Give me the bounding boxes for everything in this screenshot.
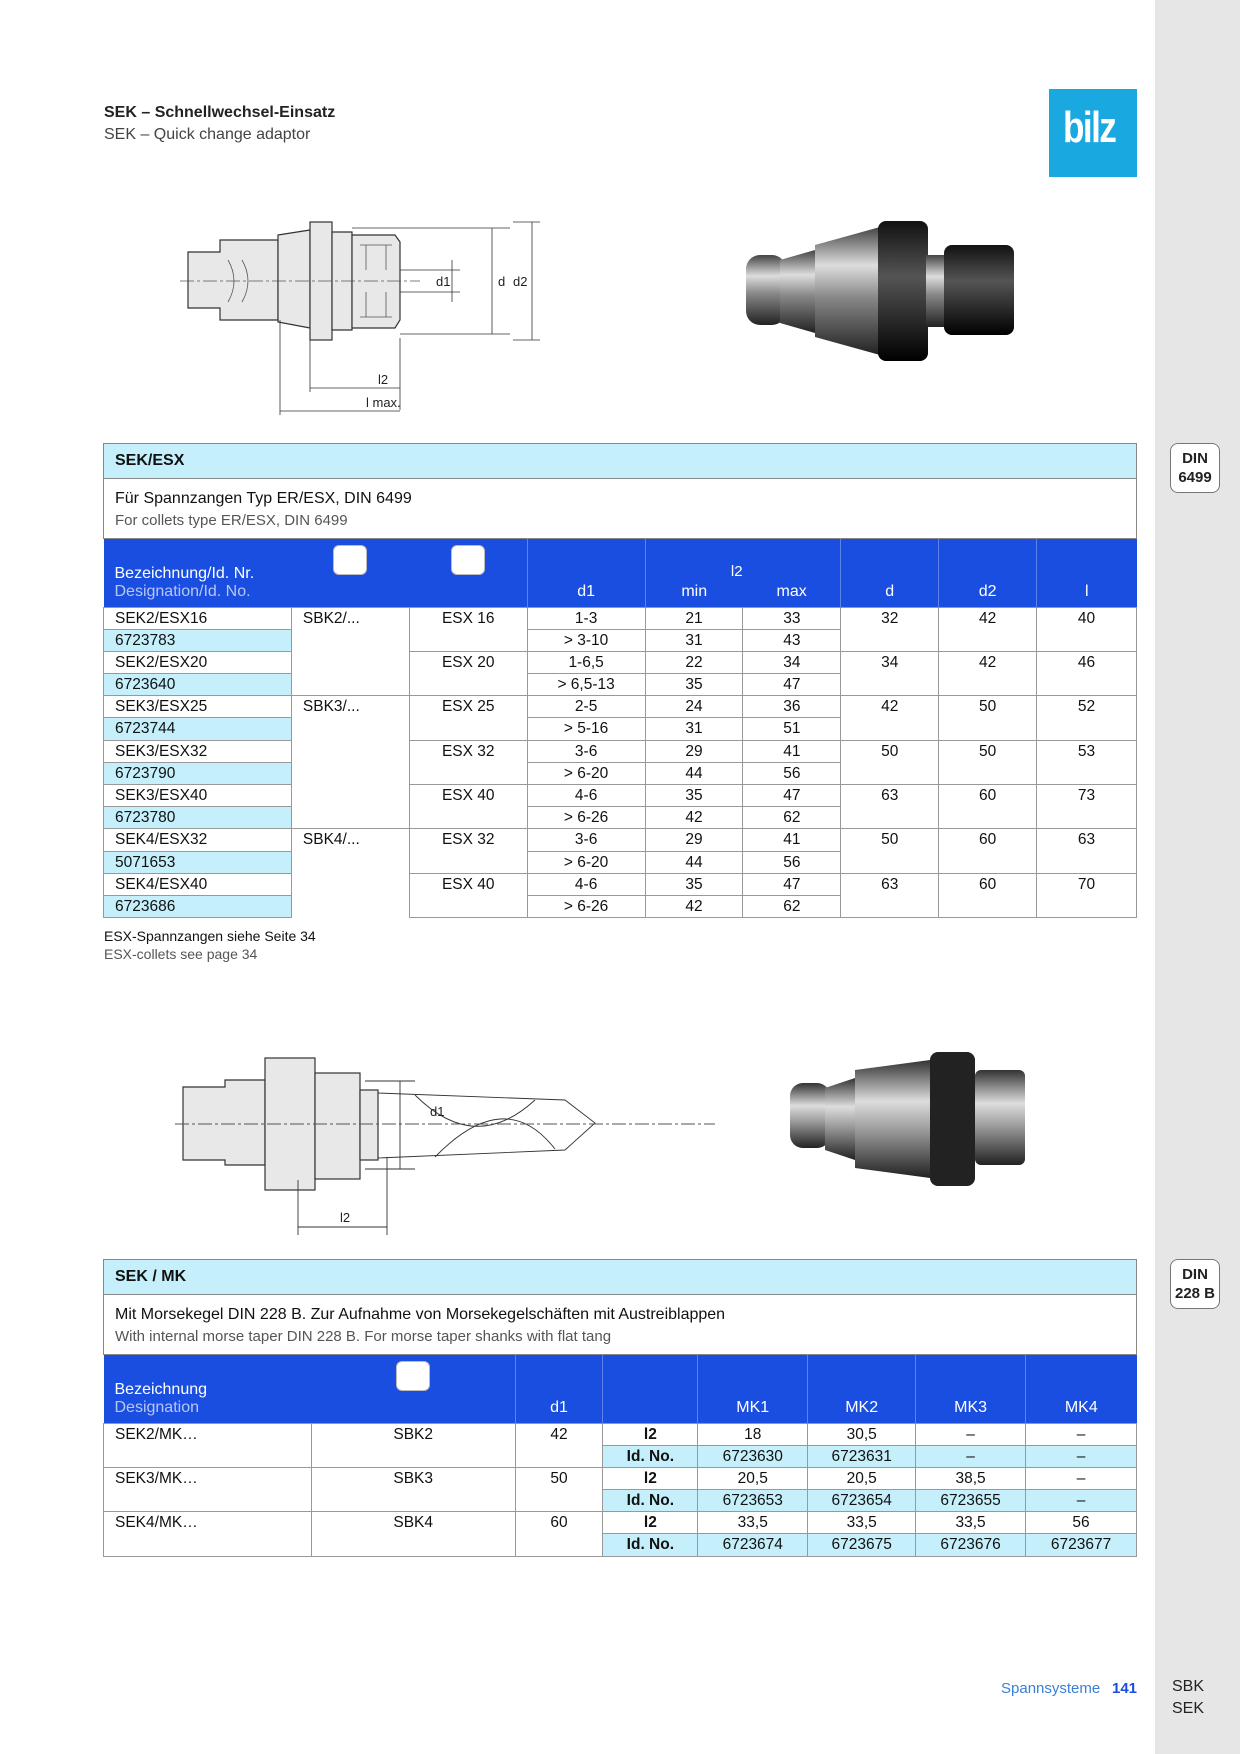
side-code-sek: SEK [1172,1700,1205,1717]
table-cell: 3-6 [527,740,645,762]
footer-section-name: Spannsysteme [1001,1680,1101,1697]
technical-drawing-esx [180,210,550,420]
th-max: max [776,582,807,600]
table-cell: 6723640 [104,674,292,696]
table-row [104,1512,1137,1534]
table-cell: SEK3/MK… [104,1467,312,1511]
dim-label-d: d [498,274,506,289]
table-cell: 56 [743,762,841,784]
table-cell: 62 [743,807,841,829]
table-cell: SBK2/... [291,607,409,651]
table-cell: 60 [939,829,1037,873]
table-cell: 33,5 [698,1512,808,1534]
table-cell: 42 [939,607,1037,651]
mk-table [103,1355,1137,1557]
dim-label-d1: d1 [430,1104,445,1119]
table-cell: 43 [743,629,841,651]
table-cell: 62 [743,895,841,917]
table-cell: 24 [645,696,743,718]
th-designation-en: Designation/Id. No. [114,582,251,600]
table-cell: 40 [1037,607,1137,651]
table-cell: 35 [645,873,743,895]
table-cell: 6723674 [698,1534,808,1556]
product-photo-mk [785,1048,1035,1188]
table-cell: – [916,1423,1026,1445]
table-cell: 33,5 [916,1512,1026,1534]
th-designation-de: Bezeichnung/Id. Nr. [114,564,255,582]
table-cell: – [1026,1490,1137,1512]
table-row [104,829,1137,851]
sbk-icon [333,545,367,575]
table-cell: SEK4/MK… [104,1512,312,1556]
side-code-sbk: SBK [1172,1678,1205,1695]
th-min: min [681,582,708,600]
table-cell: 60 [939,873,1037,917]
table-cell: l2 [603,1467,698,1489]
table-cell: Id. No. [603,1445,698,1467]
table-cell: ESX 16 [409,607,527,651]
table-cell: 31 [645,718,743,740]
table-cell [291,740,409,784]
table-cell: ESX 32 [409,740,527,784]
table-cell: 6723790 [104,762,292,784]
desc-en: For collets type ER/ESX, DIN 6499 [115,512,348,529]
table-cell: 6723744 [104,718,292,740]
table-cell: 6723675 [808,1534,916,1556]
table-row [104,873,1137,895]
th-d: d [885,582,895,600]
table-cell: 42 [645,895,743,917]
table-cell: 3-6 [527,829,645,851]
table-cell: ESX 20 [409,651,527,695]
table-cell: 51 [743,718,841,740]
esx-table-header [104,539,1137,607]
th-mk4: MK4 [1064,1398,1098,1416]
table-cell: 6723630 [698,1445,808,1467]
note-de: ESX-Spannzangen siehe Seite 34 [104,928,316,944]
th-mk1: MK1 [736,1398,770,1416]
table-cell: 47 [743,785,841,807]
table-cell: SBK3 [311,1467,515,1511]
table-cell: 38,5 [916,1467,1026,1489]
table-cell: 6723780 [104,807,292,829]
note-en: ESX-collets see page 34 [104,946,258,962]
table-cell: 1-6,5 [527,651,645,673]
table-row [104,1423,1137,1445]
badge-line2: 6499 [1178,469,1212,486]
table-cell: 5071653 [104,851,292,873]
table-cell: 35 [645,785,743,807]
table-row [104,785,1137,807]
table-cell: 21 [645,607,743,629]
desc-de: Für Spannzangen Typ ER/ESX, DIN 6499 [115,490,412,507]
table-cell: 50 [841,829,939,873]
table-row [104,651,1137,673]
table-cell: SBK4/... [291,829,409,873]
table-row [104,607,1137,629]
table-cell: 6723686 [104,895,292,917]
desc-en: With internal morse taper DIN 228 B. For morse taper shanks with flat tang [115,1328,612,1345]
table-cell: SEK4/ESX40 [104,873,292,895]
table-cell: SBK2 [311,1423,515,1467]
section-desc-esx [103,479,1137,539]
page-number: 141 [1112,1680,1138,1697]
table-cell: 52 [1037,696,1137,740]
table-cell: 20,5 [698,1467,808,1489]
table-cell: 6723655 [916,1490,1026,1512]
table-cell: – [1026,1467,1137,1489]
table-cell: > 3-10 [527,629,645,651]
table-cell: > 6-20 [527,851,645,873]
th-designation-en: Designation [114,1398,199,1416]
page-title-en: SEK – Quick change adaptor [104,126,311,143]
th-mk2: MK2 [845,1398,879,1416]
right-sidebar [1155,0,1240,1754]
table-cell: SBK3/... [291,696,409,740]
section-title-esx: SEK/ESX [103,443,1137,479]
table-cell: 18 [698,1423,808,1445]
table-row [104,1467,1137,1489]
table-cell: 32 [841,607,939,651]
table-cell: 2-5 [527,696,645,718]
table-cell: – [1026,1423,1137,1445]
table-cell: 50 [841,740,939,784]
table-cell: SEK2/ESX20 [104,651,292,673]
mk-table-header [104,1355,1137,1423]
table-cell: 1-3 [527,607,645,629]
din-6499-badge [1170,443,1220,493]
table-cell: 41 [743,740,841,762]
table-cell: Id. No. [603,1534,698,1556]
table-cell: 70 [1037,873,1137,917]
table-cell: 36 [743,696,841,718]
table-cell: SEK3/ESX32 [104,740,292,762]
table-cell: 53 [1037,740,1137,784]
dim-label-lmax: l max. [366,395,401,410]
th-l: l [1085,582,1089,600]
technical-drawing-mk [175,1045,715,1235]
table-cell [291,651,409,695]
table-cell: – [916,1445,1026,1467]
table-cell: Id. No. [603,1490,698,1512]
table-row [104,696,1137,718]
dim-label-l2: l2 [378,372,389,387]
table-cell: 41 [743,829,841,851]
badge-line2: 228 B [1174,1285,1216,1302]
table-cell: 33 [743,607,841,629]
table-cell: ESX 32 [409,829,527,873]
table-cell: 50 [939,740,1037,784]
table-cell: SEK4/ESX32 [104,829,292,851]
table-cell: > 6-26 [527,807,645,829]
table-cell: 50 [515,1467,603,1511]
th-d2: d2 [978,582,997,600]
table-cell: 50 [939,696,1037,740]
table-cell: 6723783 [104,629,292,651]
dim-label-d2: d2 [513,274,528,289]
table-cell: 35 [645,674,743,696]
table-cell: 20,5 [808,1467,916,1489]
table-cell: 73 [1037,785,1137,829]
table-cell: SEK3/ESX40 [104,785,292,807]
th-d1: d1 [550,1398,568,1416]
collet-icon [451,545,485,575]
table-cell [291,785,409,829]
table-cell: 47 [743,674,841,696]
th-mk3: MK3 [954,1398,988,1416]
table-cell: SBK4 [311,1512,515,1556]
table-cell: 42 [841,696,939,740]
table-cell: – [1026,1445,1137,1467]
bilz-logo: bilz [1049,89,1137,177]
table-cell: 44 [645,851,743,873]
table-cell: 60 [939,785,1037,829]
table-row [104,740,1137,762]
table-cell: 4-6 [527,785,645,807]
table-cell: ESX 25 [409,696,527,740]
table-cell: l2 [603,1423,698,1445]
table-cell: 42 [515,1423,603,1467]
table-cell: 22 [645,651,743,673]
table-cell: 63 [841,873,939,917]
section-desc-mk [103,1295,1137,1355]
table-cell: 29 [645,740,743,762]
sbk-icon [396,1361,430,1391]
table-cell: 6723631 [808,1445,916,1467]
product-photo-esx [740,215,1040,365]
section-title-mk: SEK / MK [103,1259,1137,1295]
table-cell: 44 [645,762,743,784]
esx-table [103,539,1137,918]
table-cell: 6723654 [808,1490,916,1512]
table-cell: 34 [841,651,939,695]
table-cell: SEK3/ESX25 [104,696,292,718]
badge-line1: DIN [1182,1266,1208,1283]
dim-label-l2: l2 [340,1210,351,1225]
table-cell: 31 [645,629,743,651]
table-cell: SEK2/ESX16 [104,607,292,629]
table-cell: 63 [841,785,939,829]
table-cell: 6723676 [916,1534,1026,1556]
table-cell: 34 [743,651,841,673]
badge-line1: DIN [1182,450,1208,467]
table-cell: 56 [1026,1512,1137,1534]
page-title-de: SEK – Schnellwechsel-Einsatz [104,104,336,121]
th-d1: d1 [577,582,596,600]
table-cell: 42 [939,651,1037,695]
table-cell: 60 [515,1512,603,1556]
table-cell: 47 [743,873,841,895]
table-cell: l2 [603,1512,698,1534]
th-l2: l2 [730,563,743,580]
table-cell: > 6,5-13 [527,674,645,696]
table-cell: 33,5 [808,1512,916,1534]
table-cell: 6723653 [698,1490,808,1512]
th-designation-de: Bezeichnung [114,1380,208,1398]
table-cell: 4-6 [527,873,645,895]
table-cell: > 6-20 [527,762,645,784]
table-cell: > 6-26 [527,895,645,917]
table-cell: 46 [1037,651,1137,695]
table-cell: 42 [645,807,743,829]
din-228b-badge [1170,1259,1220,1309]
table-cell: SEK2/MK… [104,1423,312,1467]
table-cell: 30,5 [808,1423,916,1445]
table-cell [291,873,409,917]
table-cell: ESX 40 [409,785,527,829]
dim-label-d1: d1 [436,274,451,289]
desc-de: Mit Morsekegel DIN 228 B. Zur Aufnahme von Morsekegelschäften mit Austreiblappen [115,1306,726,1323]
table-cell: 6723677 [1026,1534,1137,1556]
table-cell: ESX 40 [409,873,527,917]
table-cell: 56 [743,851,841,873]
table-cell: > 5-16 [527,718,645,740]
table-cell: 63 [1037,829,1137,873]
table-cell: 29 [645,829,743,851]
